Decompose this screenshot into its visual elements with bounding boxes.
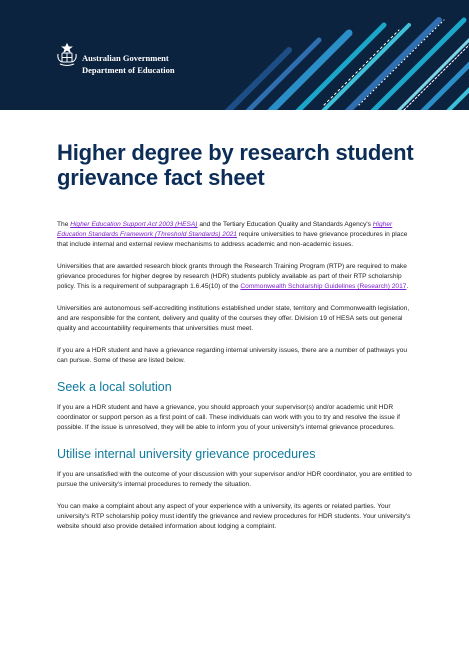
paragraph-autonomous: Universities are autonomous self-accrediting institutions established under state, territory and Commonwealth legislation, and are responsible for the content, delivery and quality of the courses they offer. Division 19 of HESA sets out general quality and accountability requirements that universities must meet.	[57, 305, 410, 332]
document-body	[57, 140, 417, 544]
org-line-2: Department of Education	[82, 65, 175, 75]
paragraph-rtp	[57, 262, 417, 292]
paragraph-internal-1: If you are unsatisfied with the outcome of your discussion with your supervisor and/or HDR coordinator, you are entitled to pursue the university's internal procedures to remedy the situation.	[57, 471, 412, 488]
text-run: require universities to have grievance procedures in place that include internal and external review mechanisms to address academic and non-academic issues.	[57, 231, 408, 248]
text-run: Universities that are awarded research block grants through the Research Training Program (RTP) are required to make grievance procedures for higher degree by research (HDR) students publicly available as part of their RTP scholarship policy. This is a requirement of subparagraph 1.6.45(10) of the	[57, 263, 407, 290]
title-line-2: grievance fact sheet	[57, 165, 265, 190]
heading-local-solution: Seek a local solution	[57, 380, 172, 394]
page-title	[57, 140, 417, 190]
paragraph-legislation	[57, 220, 417, 250]
text-run: and the Tertiary Education Quality and Standards Agency's	[197, 221, 373, 228]
org-line-1: Australian Government	[82, 53, 169, 63]
text-run: .	[406, 283, 409, 290]
coat-of-arms-icon	[56, 42, 78, 68]
text-run: The	[57, 221, 71, 228]
title-line-1: Higher degree by research student	[57, 140, 414, 165]
heading-internal-procedures: Utilise internal university grievance procedures	[57, 447, 316, 461]
paragraph-pathways: If you are a HDR student and have a grievance regarding internal university issues, there are a number of pathways you can pursue. Some of these are listed below.	[57, 347, 408, 364]
government-wordmark	[82, 52, 175, 76]
standards-framework-link[interactable]: Higher Education Standards Framework (Threshold Standards) 2021	[57, 221, 393, 238]
scholarship-guidelines-link[interactable]: Commonwealth Scholarship Guidelines (Research) 2017	[240, 283, 407, 290]
header-banner	[0, 0, 469, 110]
paragraph-internal-2: You can make a complaint about any aspect of your experience with a university, its agents or related parties. Your university's RTP scholarship policy must identify the grievance and review procedures for HDR students. Your university's website should also provide detailed information about lodging a complaint.	[57, 503, 411, 530]
hesa-link[interactable]: Higher Education Support Act 2003 (HESA)	[70, 221, 198, 228]
decorative-stripes	[209, 0, 469, 110]
paragraph-local-solution: If you are a HDR student and have a grievance, you should approach your supervisor(s) and/or academic unit HDR coordinator or support person as a first point of call. These individuals can work with you to try and resolve the issue if possible. If the issue is unresolved, they will be able to inform you of your university's internal grievance procedures.	[57, 404, 400, 431]
